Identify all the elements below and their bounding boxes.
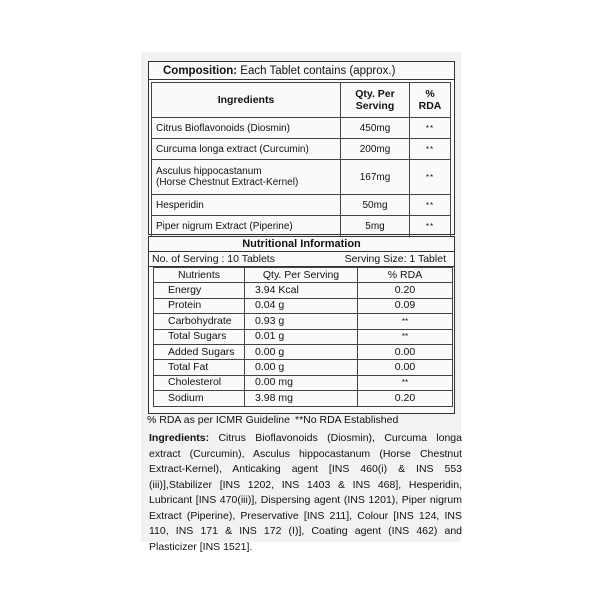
nutrient-name: Total Fat: [154, 360, 245, 375]
ingredient-name: Hesperidin: [152, 195, 341, 216]
ingredient-name: Citrus Bioflavonoids (Diosmin): [152, 118, 341, 139]
ingredient-rda: **: [410, 195, 451, 216]
table-row: [152, 118, 451, 139]
ingredient-name: [152, 160, 341, 195]
nutrient-rda: 0.00: [358, 344, 453, 359]
header-ingredients: Ingredients: [152, 83, 341, 118]
table-row: [154, 360, 453, 375]
nutrient-rda: 0.20: [358, 391, 453, 406]
serving-count: No. of Serving : 10 Tablets: [152, 253, 275, 265]
ingredient-rda: **: [410, 118, 451, 139]
table-row: [154, 391, 453, 406]
table-row: [154, 283, 453, 298]
nutrient-qty: 0.00 mg: [245, 375, 358, 390]
header-rda: % RDA: [410, 83, 451, 118]
nutrient-qty: 0.04 g: [245, 298, 358, 313]
nutrient-rda: **: [358, 375, 453, 390]
rda-footnote: [147, 414, 459, 426]
composition-title: Composition: Each Tablet contains (approx.): [149, 62, 454, 80]
table-row: [154, 344, 453, 359]
nutrient-qty: 3.94 Kcal: [245, 283, 358, 298]
table-header-row: [154, 268, 453, 283]
nutrient-name: Cholesterol: [154, 375, 245, 390]
ingredient-name-line2: (Horse Chestnut Extract-Kernel): [156, 177, 299, 188]
table-row: [154, 329, 453, 344]
nutrient-rda: 0.09: [358, 298, 453, 313]
nutrient-name: Sodium: [154, 391, 245, 406]
no-rda-note: **No RDA Established: [295, 414, 399, 426]
header-nutrients: Nutrients: [154, 268, 245, 283]
ingredients-text: Citrus Bioflavonoids (Diosmin), Curcuma longa extract (Curcumin), Asculus hippocastanum (Horse Chestnut Extract-Kernel), Anticaking agent [INS 460(i) & INS 553 (iii)],Stabilizer [INS 1202, INS 1403 & INS 468], Hesperidin, Lubricant [INS 470(iii)], Dispersing agent (INS 1201), Piper nigrum Extract (Piperine), Preservative [INS 211], Colour [INS 124, INS 110, INS 171 & INS 172 (I)], Coating agent (INS 462) and Plasticizer [INS 1521].: [149, 432, 462, 553]
header-qty: Qty. Per Serving: [245, 268, 358, 283]
composition-table: [151, 82, 451, 237]
table-row: [154, 298, 453, 313]
nutrition-box: [148, 236, 455, 414]
nutrition-table: [153, 267, 453, 407]
nutrient-qty: 0.00 g: [245, 360, 358, 375]
table-row: [152, 160, 451, 195]
nutrient-rda: 0.00: [358, 360, 453, 375]
ingredient-rda: **: [410, 160, 451, 195]
nutrient-qty: 0.93 g: [245, 314, 358, 329]
table-row: [152, 216, 451, 237]
rda-guideline-note: % RDA as per ICMR Guideline: [147, 414, 290, 426]
nutrient-name: Carbohydrate: [154, 314, 245, 329]
nutrient-name: Energy: [154, 283, 245, 298]
ingredients-paragraph: [149, 431, 462, 555]
ingredient-qty: 5mg: [341, 216, 410, 237]
ingredient-qty: 50mg: [341, 195, 410, 216]
header-rda: % RDA: [358, 268, 453, 283]
nutrient-name: Total Sugars: [154, 329, 245, 344]
serving-size: Serving Size: 1 Tablet: [344, 253, 446, 265]
table-row: [152, 139, 451, 160]
ingredient-name: Curcuma longa extract (Curcumin): [152, 139, 341, 160]
ingredient-qty: 200mg: [341, 139, 410, 160]
table-row: [152, 195, 451, 216]
nutrient-name: Protein: [154, 298, 245, 313]
header-qty: Qty. Per Serving: [341, 83, 410, 118]
table-header-row: [152, 83, 451, 118]
table-row: [154, 375, 453, 390]
nutrient-qty: 0.01 g: [245, 329, 358, 344]
table-row: [154, 314, 453, 329]
nutrient-name: Added Sugars: [154, 344, 245, 359]
nutrition-title: Nutritional Information: [149, 237, 454, 252]
nutrient-rda: **: [358, 314, 453, 329]
nutrient-rda: 0.20: [358, 283, 453, 298]
ingredient-name-line1: Asculus hippocastanum: [156, 166, 262, 177]
composition-box: [148, 61, 455, 235]
ingredient-rda: **: [410, 216, 451, 237]
ingredient-name: Piper nigrum Extract (Piperine): [152, 216, 341, 237]
nutrient-qty: 0.00 g: [245, 344, 358, 359]
ingredient-qty: 450mg: [341, 118, 410, 139]
serving-info: [149, 252, 454, 267]
ingredients-label: Ingredients:: [149, 432, 210, 444]
nutrient-rda: **: [358, 329, 453, 344]
nutrient-qty: 3.98 mg: [245, 391, 358, 406]
ingredient-qty: 167mg: [341, 160, 410, 195]
ingredient-rda: **: [410, 139, 451, 160]
